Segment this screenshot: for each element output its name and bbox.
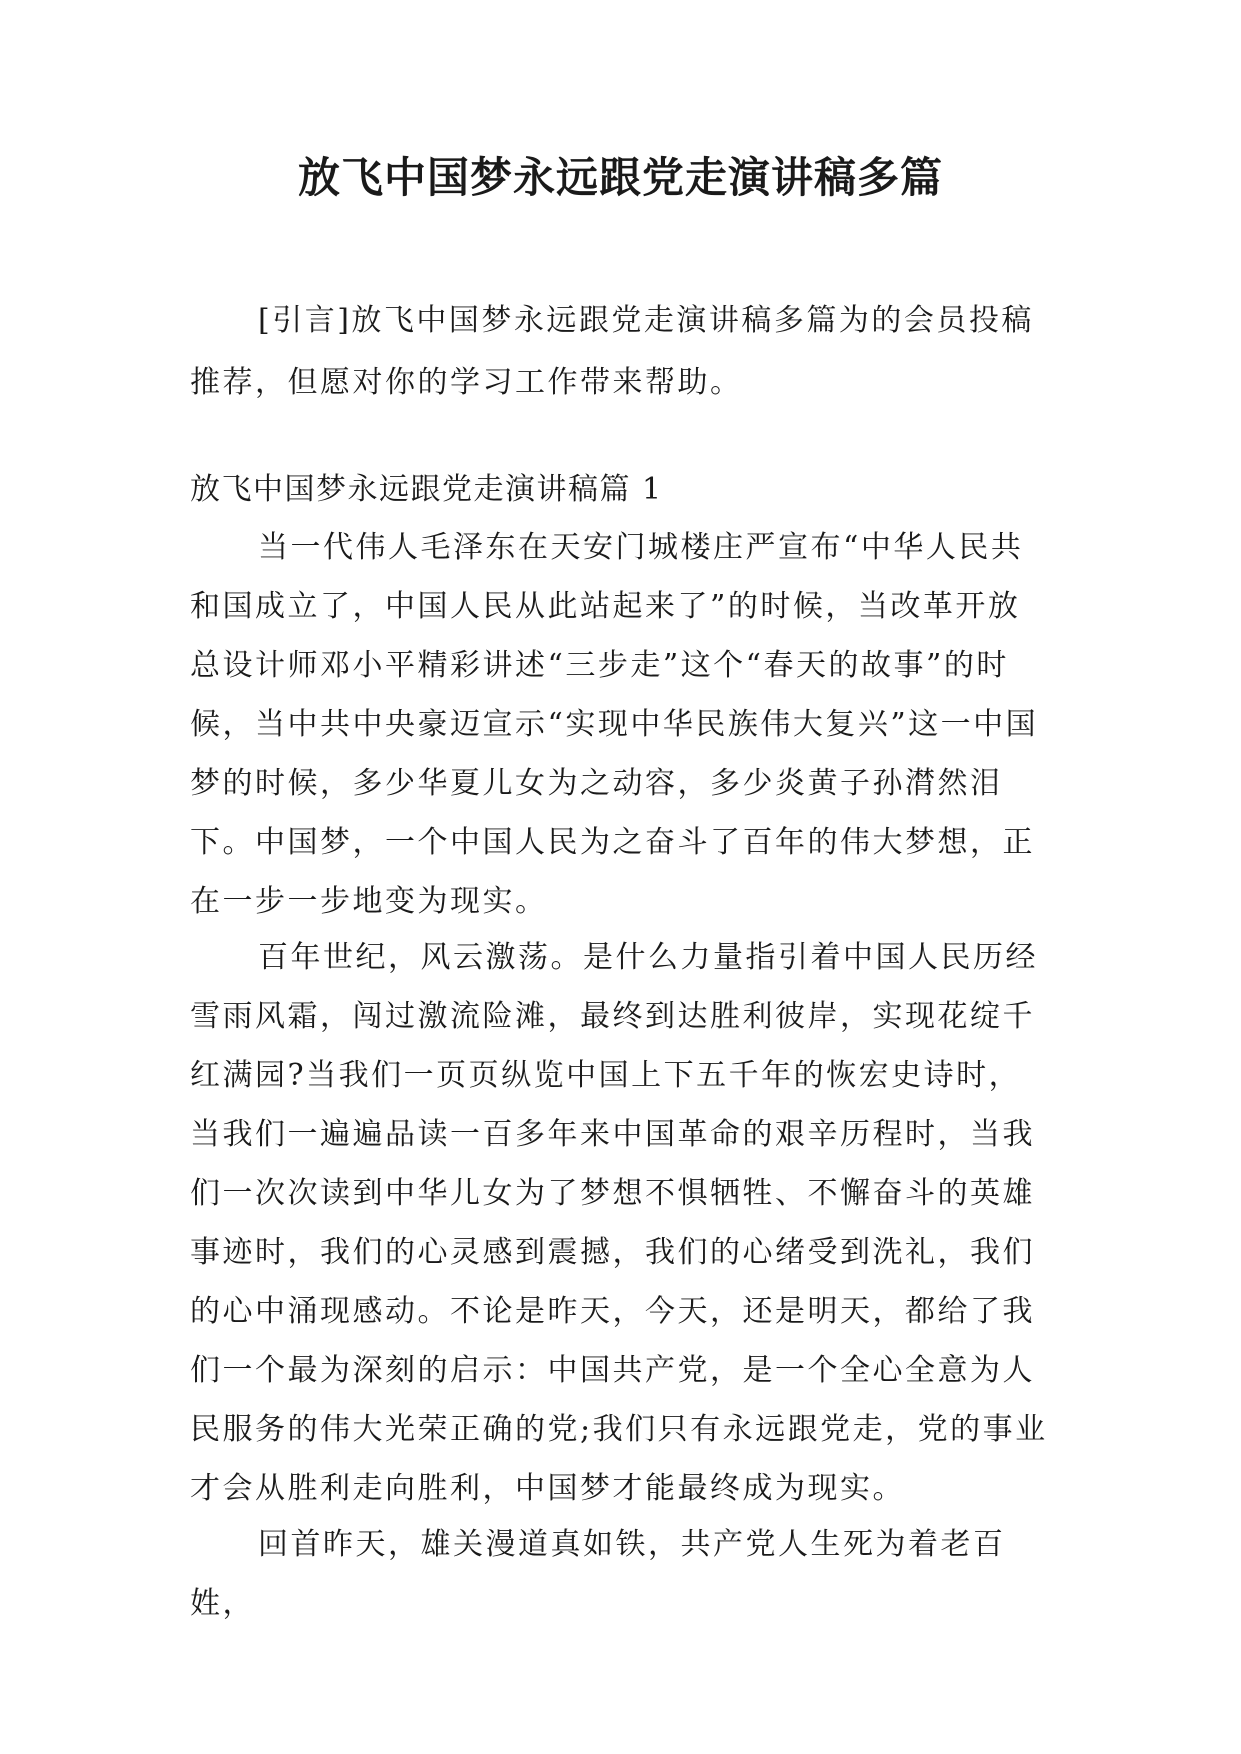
body-paragraph-2: 百年世纪，风云激荡。是什么力量指引着中国人民历经雪雨风霜，闯过激流险滩，最终到达胜利彼岸，实现花绽千红满园?当我们一页页纵览中国上下五千年的恢宏史诗时，当我们一遍遍品读一百多年来中国革命的艰辛历程时，当我们一次次读到中华儿女为了梦想不惧牺牲、不懈奋斗的英雄事迹时，我们的心灵感到震撼，我们的心绪受到洗礼，我们的心中涌现感动。不论是昨天，今天，还是明天，都给了我们一个最为深刻的启示：中国共产党，是一个全心全意为人民服务的伟大光荣正确的党;我们只有永远跟党走，党的事业才会从胜利走向胜利，中国梦才能最终成为现实。 bbox=[190, 940, 1048, 1506]
body-paragraph-3: 回首昨天，雄关漫道真如铁，共产党人生死为着老百姓， bbox=[190, 1527, 1006, 1621]
body-paragraph-1: 当一代伟人毛泽东在天安门城楼庄严宣布“中华人民共和国成立了，中国人民从此站起来了”的时候，当改革开放总设计师邓小平精彩讲述“三步走”这个“春天的故事”的时候，当中共中央豪迈宣示“实现中华民族伟大复兴”这一中国梦的时候，多少华夏儿女为之动容，多少炎黄子孙潸然泪下。中国梦，一个中国人民为之奋斗了百年的伟大梦想，正在一步一步地变为现实。 bbox=[190, 530, 1039, 919]
document-title: 放飞中国梦永远跟党走演讲稿多篇 bbox=[297, 153, 943, 202]
intro-paragraph: [引言]放飞中国梦永远跟党走演讲稿多篇为的会员投稿推荐，但愿对你的学习工作带来帮助。 bbox=[190, 303, 1034, 400]
section-title: 放飞中国梦永远跟党走演讲稿篇 1 bbox=[190, 472, 663, 507]
